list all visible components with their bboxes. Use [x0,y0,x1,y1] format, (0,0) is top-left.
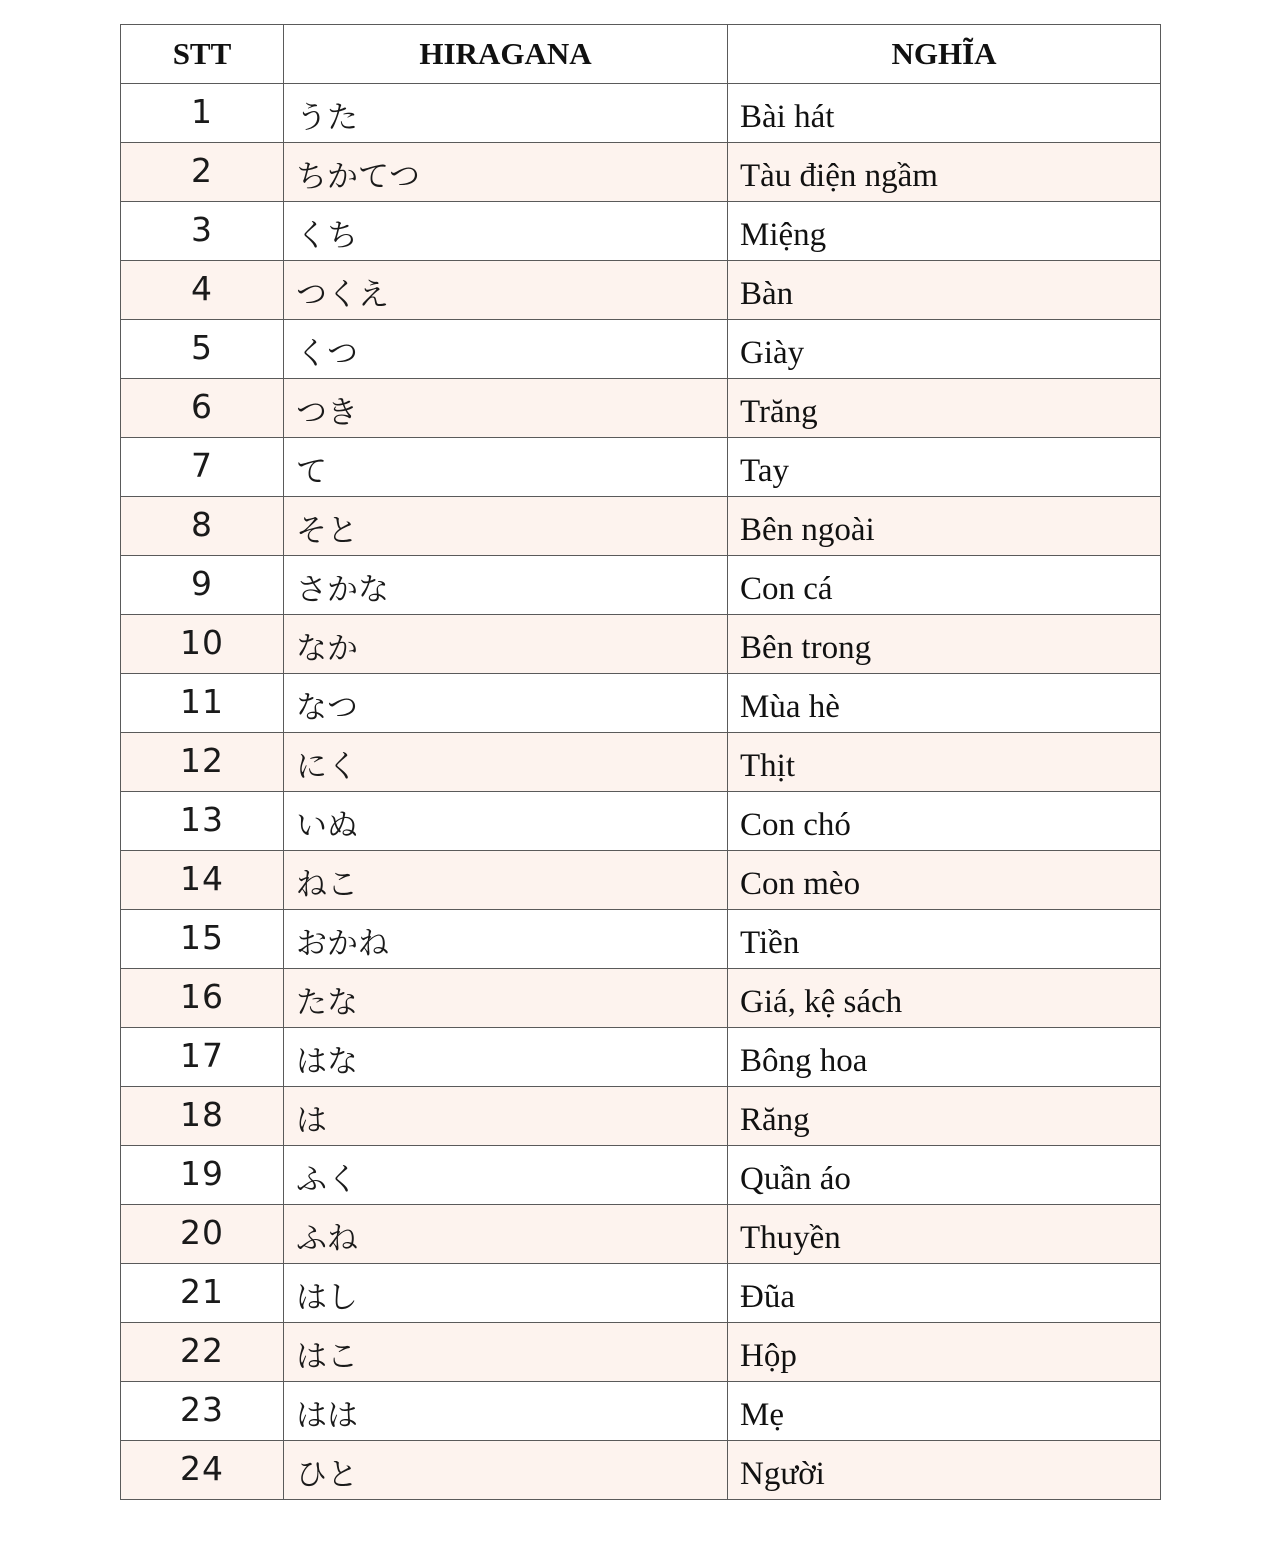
table-row [121,1323,1161,1382]
meaning-text: Đũa [728,1264,1161,1323]
table-body [121,84,1161,1500]
meaning-text: Mùa hè [728,674,1161,733]
hiragana-word: はな [284,1028,728,1087]
table-row [121,1028,1161,1087]
hiragana-word: うた [284,84,728,143]
row-number: 2 [121,143,284,202]
meaning-text: Giày [728,320,1161,379]
meaning-text: Quần áo [728,1146,1161,1205]
table-row [121,261,1161,320]
row-number: 22 [121,1323,284,1382]
meaning-text: Bông hoa [728,1028,1161,1087]
table-row [121,143,1161,202]
row-number: 5 [121,320,284,379]
table-row [121,556,1161,615]
table-row [121,379,1161,438]
table-row [121,438,1161,497]
row-number: 24 [121,1441,284,1500]
table-row [121,615,1161,674]
hiragana-word: はし [284,1264,728,1323]
hiragana-word: は [284,1087,728,1146]
hiragana-word: なか [284,615,728,674]
meaning-text: Thuyền [728,1205,1161,1264]
row-number: 23 [121,1382,284,1441]
hiragana-word: いぬ [284,792,728,851]
meaning-text: Tay [728,438,1161,497]
hiragana-word: たな [284,969,728,1028]
row-number: 12 [121,733,284,792]
row-number: 13 [121,792,284,851]
meaning-text: Bên ngoài [728,497,1161,556]
hiragana-word: そと [284,497,728,556]
header-stt: STT [121,25,284,84]
meaning-text: Con cá [728,556,1161,615]
meaning-text: Tiền [728,910,1161,969]
header-row [121,25,1161,84]
meaning-text: Bài hát [728,84,1161,143]
hiragana-word: ふね [284,1205,728,1264]
hiragana-word: ねこ [284,851,728,910]
row-number: 7 [121,438,284,497]
row-number: 8 [121,497,284,556]
meaning-text: Răng [728,1087,1161,1146]
meaning-text: Miệng [728,202,1161,261]
hiragana-word: おかね [284,910,728,969]
hiragana-word: くち [284,202,728,261]
hiragana-word: つき [284,379,728,438]
row-number: 1 [121,84,284,143]
header-hiragana: HIRAGANA [284,25,728,84]
table-row [121,1146,1161,1205]
row-number: 19 [121,1146,284,1205]
table-row [121,910,1161,969]
meaning-text: Mẹ [728,1382,1161,1441]
meaning-text: Thịt [728,733,1161,792]
table-row [121,851,1161,910]
meaning-text: Bàn [728,261,1161,320]
hiragana-word: なつ [284,674,728,733]
row-number: 20 [121,1205,284,1264]
row-number: 10 [121,615,284,674]
row-number: 15 [121,910,284,969]
row-number: 14 [121,851,284,910]
table-row [121,202,1161,261]
table-row [121,1382,1161,1441]
row-number: 11 [121,674,284,733]
row-number: 17 [121,1028,284,1087]
row-number: 9 [121,556,284,615]
table-row [121,84,1161,143]
table-row [121,733,1161,792]
vocabulary-table [120,24,1161,1500]
table-row [121,1264,1161,1323]
hiragana-word: はは [284,1382,728,1441]
table-row [121,1087,1161,1146]
meaning-text: Con mèo [728,851,1161,910]
row-number: 4 [121,261,284,320]
meaning-text: Bên trong [728,615,1161,674]
hiragana-word: さかな [284,556,728,615]
hiragana-word: にく [284,733,728,792]
meaning-text: Tàu điện ngầm [728,143,1161,202]
hiragana-word: はこ [284,1323,728,1382]
row-number: 21 [121,1264,284,1323]
row-number: 16 [121,969,284,1028]
row-number: 18 [121,1087,284,1146]
row-number: 6 [121,379,284,438]
table-row [121,674,1161,733]
hiragana-word: ちかてつ [284,143,728,202]
hiragana-word: つくえ [284,261,728,320]
hiragana-word: ふく [284,1146,728,1205]
header-nghia: NGHĨA [728,25,1161,84]
hiragana-word: ひと [284,1441,728,1500]
table-row [121,1205,1161,1264]
hiragana-word: て [284,438,728,497]
hiragana-word: くつ [284,320,728,379]
meaning-text: Con chó [728,792,1161,851]
row-number: 3 [121,202,284,261]
table-row [121,497,1161,556]
meaning-text: Giá, kệ sách [728,969,1161,1028]
table-row [121,792,1161,851]
meaning-text: Người [728,1441,1161,1500]
meaning-text: Trăng [728,379,1161,438]
table-header [121,25,1161,84]
table-row [121,969,1161,1028]
meaning-text: Hộp [728,1323,1161,1382]
table-row [121,1441,1161,1500]
table-row [121,320,1161,379]
